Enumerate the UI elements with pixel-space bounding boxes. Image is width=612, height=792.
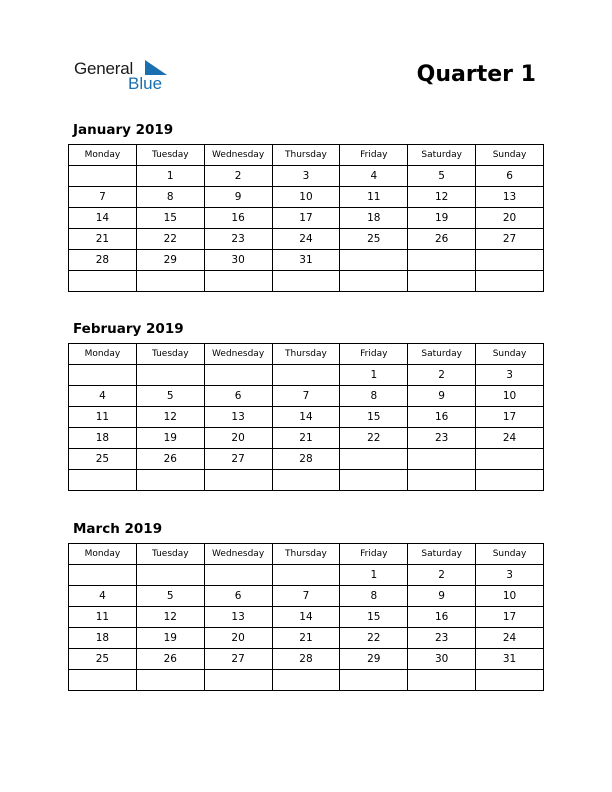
week-row (69, 470, 544, 491)
day-cell: 25 (69, 649, 137, 670)
weekday-header: Tuesday (136, 145, 204, 166)
logo-blue-text: Blue (128, 74, 163, 93)
day-cell (69, 365, 137, 386)
day-cell (136, 470, 204, 491)
weekday-header: Monday (69, 344, 137, 365)
day-cell: 23 (204, 229, 272, 250)
day-cell: 27 (204, 449, 272, 470)
day-cell: 10 (272, 187, 340, 208)
day-cell: 28 (69, 250, 137, 271)
week-row (69, 407, 544, 428)
weekday-header: Wednesday (204, 544, 272, 565)
day-cell (69, 271, 137, 292)
week-row (69, 229, 544, 250)
weekday-header-row (69, 544, 544, 565)
month-calendar (68, 321, 544, 491)
week-row (69, 670, 544, 691)
day-cell: 30 (204, 250, 272, 271)
day-cell (476, 449, 544, 470)
day-cell (204, 670, 272, 691)
day-cell: 25 (340, 229, 408, 250)
week-row (69, 628, 544, 649)
weekday-header: Friday (340, 145, 408, 166)
day-cell (408, 470, 476, 491)
weekday-header: Sunday (476, 544, 544, 565)
day-cell (204, 271, 272, 292)
day-cell: 1 (340, 365, 408, 386)
week-row (69, 386, 544, 407)
day-cell (476, 670, 544, 691)
weekday-header: Saturday (408, 544, 476, 565)
day-cell (272, 565, 340, 586)
day-cell: 31 (272, 250, 340, 271)
day-cell: 20 (204, 628, 272, 649)
week-row (69, 565, 544, 586)
month-calendar (68, 122, 544, 292)
day-cell (69, 565, 137, 586)
day-cell: 30 (408, 649, 476, 670)
day-cell: 24 (272, 229, 340, 250)
month-title: February 2019 (73, 321, 184, 337)
day-cell: 18 (69, 428, 137, 449)
day-cell: 12 (136, 407, 204, 428)
weekday-header: Saturday (408, 145, 476, 166)
day-cell: 23 (408, 428, 476, 449)
day-cell: 13 (204, 607, 272, 628)
day-cell: 2 (408, 365, 476, 386)
day-cell (204, 470, 272, 491)
day-cell: 17 (476, 407, 544, 428)
day-cell: 15 (340, 607, 408, 628)
day-cell (272, 271, 340, 292)
week-row (69, 428, 544, 449)
day-cell (408, 670, 476, 691)
week-row (69, 208, 544, 229)
month-calendar (68, 521, 544, 691)
page-title: Quarter 1 (416, 62, 536, 87)
day-cell (136, 670, 204, 691)
day-cell: 20 (204, 428, 272, 449)
week-row (69, 187, 544, 208)
day-cell: 3 (476, 565, 544, 586)
day-cell: 19 (408, 208, 476, 229)
week-row (69, 586, 544, 607)
day-cell (69, 670, 137, 691)
day-cell: 5 (136, 386, 204, 407)
day-cell: 18 (340, 208, 408, 229)
day-cell: 24 (476, 428, 544, 449)
weekday-header: Tuesday (136, 544, 204, 565)
day-cell: 9 (408, 586, 476, 607)
day-cell: 15 (340, 407, 408, 428)
day-cell: 13 (476, 187, 544, 208)
day-cell: 19 (136, 428, 204, 449)
day-cell: 1 (136, 166, 204, 187)
day-cell: 26 (136, 449, 204, 470)
week-row (69, 365, 544, 386)
day-cell: 2 (204, 166, 272, 187)
day-cell (408, 250, 476, 271)
day-cell: 1 (340, 565, 408, 586)
day-cell: 4 (69, 586, 137, 607)
month-title: January 2019 (73, 122, 174, 138)
weekday-header: Thursday (272, 544, 340, 565)
day-cell: 18 (69, 628, 137, 649)
day-cell: 7 (69, 187, 137, 208)
day-cell: 14 (272, 607, 340, 628)
day-cell: 19 (136, 628, 204, 649)
weekday-header: Saturday (408, 344, 476, 365)
day-cell: 13 (204, 407, 272, 428)
weekday-header-row (69, 344, 544, 365)
day-cell: 9 (408, 386, 476, 407)
day-cell: 17 (476, 607, 544, 628)
day-cell: 11 (340, 187, 408, 208)
logo-triangle-icon (145, 60, 167, 75)
day-cell: 25 (69, 449, 137, 470)
day-cell: 23 (408, 628, 476, 649)
day-cell: 22 (340, 628, 408, 649)
weekday-header: Thursday (272, 145, 340, 166)
day-cell: 8 (340, 386, 408, 407)
week-row (69, 250, 544, 271)
day-cell: 26 (136, 649, 204, 670)
day-cell: 4 (340, 166, 408, 187)
day-cell: 28 (272, 649, 340, 670)
day-cell: 14 (272, 407, 340, 428)
week-row (69, 449, 544, 470)
day-cell (204, 565, 272, 586)
day-cell (408, 271, 476, 292)
day-cell: 6 (204, 586, 272, 607)
day-cell: 10 (476, 586, 544, 607)
day-cell (340, 271, 408, 292)
day-cell: 16 (408, 407, 476, 428)
month-table (68, 543, 544, 691)
week-row (69, 166, 544, 187)
day-cell: 21 (272, 428, 340, 449)
day-cell (272, 365, 340, 386)
day-cell (272, 670, 340, 691)
logo-general-text: General (74, 59, 134, 78)
day-cell: 16 (408, 607, 476, 628)
day-cell: 28 (272, 449, 340, 470)
day-cell: 24 (476, 628, 544, 649)
week-row (69, 649, 544, 670)
day-cell (340, 670, 408, 691)
day-cell: 27 (204, 649, 272, 670)
day-cell (476, 250, 544, 271)
day-cell: 27 (476, 229, 544, 250)
day-cell: 16 (204, 208, 272, 229)
day-cell: 7 (272, 386, 340, 407)
day-cell (340, 250, 408, 271)
day-cell (272, 470, 340, 491)
day-cell (69, 470, 137, 491)
day-cell (136, 271, 204, 292)
day-cell: 21 (69, 229, 137, 250)
day-cell (136, 565, 204, 586)
day-cell: 14 (69, 208, 137, 229)
day-cell: 6 (204, 386, 272, 407)
day-cell: 3 (272, 166, 340, 187)
week-row (69, 271, 544, 292)
day-cell: 17 (272, 208, 340, 229)
day-cell: 8 (340, 586, 408, 607)
day-cell: 6 (476, 166, 544, 187)
day-cell (476, 271, 544, 292)
day-cell: 22 (340, 428, 408, 449)
day-cell (340, 449, 408, 470)
weekday-header: Monday (69, 145, 137, 166)
weekday-header: Friday (340, 544, 408, 565)
weekday-header: Friday (340, 344, 408, 365)
day-cell: 8 (136, 187, 204, 208)
day-cell (408, 449, 476, 470)
day-cell (69, 166, 137, 187)
month-table (68, 144, 544, 292)
day-cell: 11 (69, 407, 137, 428)
generalblue-logo (74, 59, 174, 93)
day-cell: 5 (408, 166, 476, 187)
day-cell (476, 470, 544, 491)
weekday-header-row (69, 145, 544, 166)
day-cell: 11 (69, 607, 137, 628)
day-cell: 5 (136, 586, 204, 607)
weekday-header: Sunday (476, 344, 544, 365)
weekday-header: Wednesday (204, 145, 272, 166)
day-cell: 29 (340, 649, 408, 670)
day-cell: 21 (272, 628, 340, 649)
day-cell: 9 (204, 187, 272, 208)
day-cell: 10 (476, 386, 544, 407)
day-cell: 4 (69, 386, 137, 407)
day-cell: 12 (136, 607, 204, 628)
day-cell: 12 (408, 187, 476, 208)
day-cell: 7 (272, 586, 340, 607)
weekday-header: Thursday (272, 344, 340, 365)
day-cell (136, 365, 204, 386)
weekday-header: Monday (69, 544, 137, 565)
day-cell (340, 470, 408, 491)
week-row (69, 607, 544, 628)
month-title: March 2019 (73, 521, 163, 537)
weekday-header: Wednesday (204, 344, 272, 365)
day-cell: 22 (136, 229, 204, 250)
day-cell (204, 365, 272, 386)
day-cell: 31 (476, 649, 544, 670)
day-cell: 2 (408, 565, 476, 586)
day-cell: 26 (408, 229, 476, 250)
day-cell: 29 (136, 250, 204, 271)
weekday-header: Tuesday (136, 344, 204, 365)
day-cell: 15 (136, 208, 204, 229)
day-cell: 3 (476, 365, 544, 386)
weekday-header: Sunday (476, 145, 544, 166)
month-table (68, 343, 544, 491)
day-cell: 20 (476, 208, 544, 229)
